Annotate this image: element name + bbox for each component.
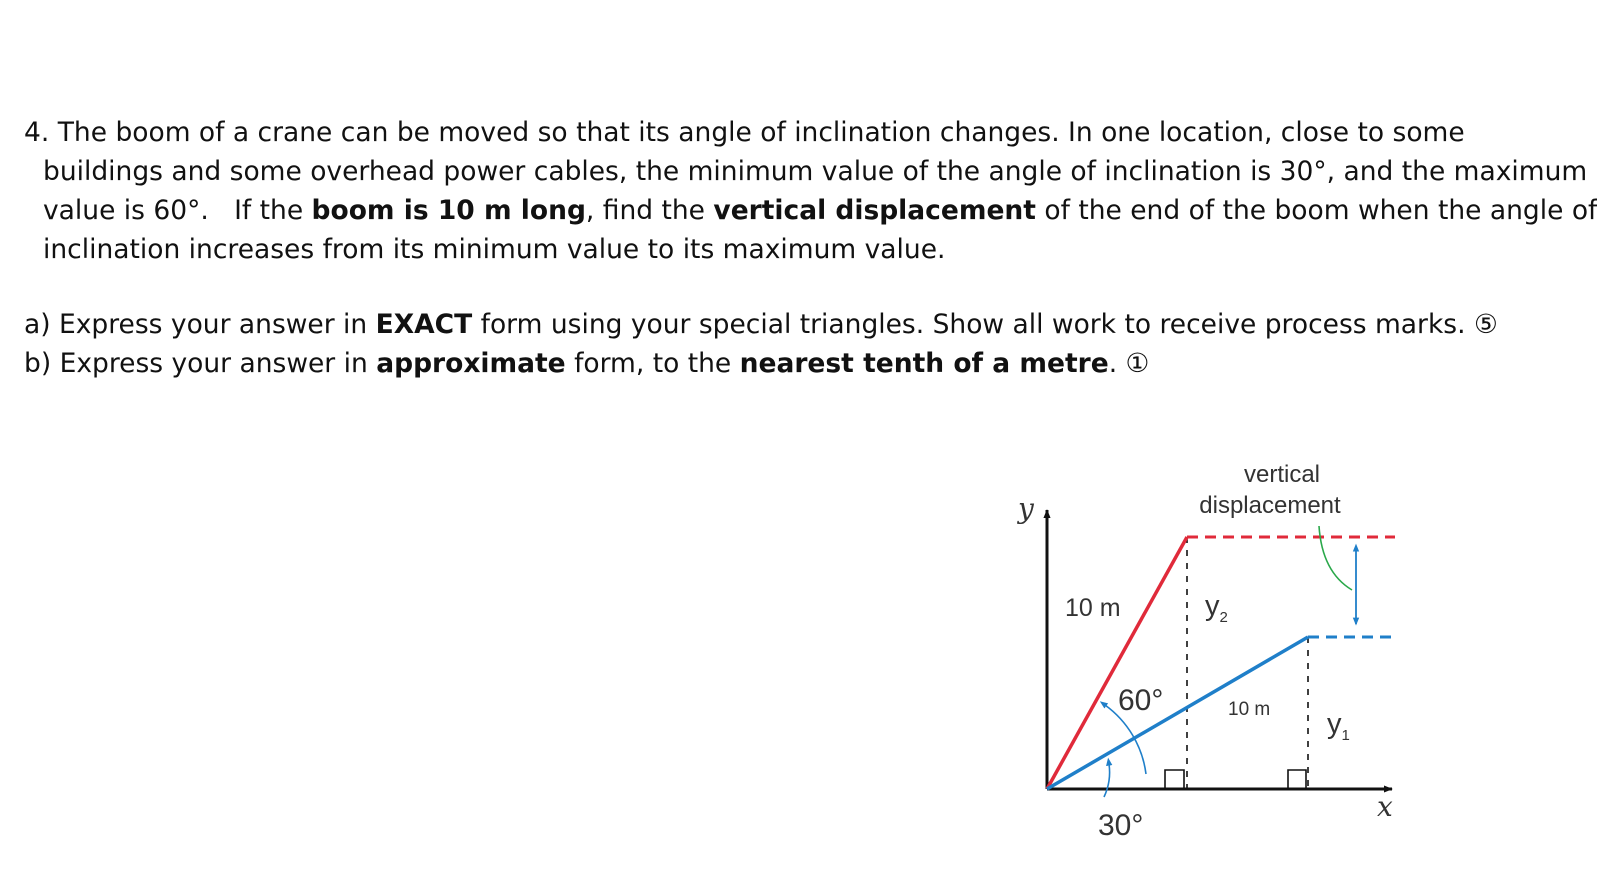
part-a-text-1: a) Express your answer in bbox=[24, 309, 376, 340]
angle-60-label: 60° bbox=[1118, 684, 1164, 717]
question-text-3c: , find the bbox=[585, 195, 714, 226]
lower-boom-length-label: 10 m bbox=[1228, 699, 1271, 720]
question-4 bbox=[24, 113, 1597, 269]
approximate-emphasis: approximate bbox=[376, 348, 566, 379]
upper-boom-length-label: 10 m bbox=[1065, 594, 1121, 622]
label-displacement: displacement bbox=[1199, 492, 1341, 519]
question-line-4: inclination increases from its minimum value to its maximum value. bbox=[43, 234, 946, 265]
crane-diagram-svg bbox=[1000, 450, 1410, 850]
part-b-text-5: . ① bbox=[1108, 348, 1150, 379]
question-number: 4. bbox=[24, 117, 50, 148]
question-text-3a: value is 60°. If the bbox=[43, 195, 312, 226]
part-b bbox=[24, 344, 1524, 383]
exact-emphasis: EXACT bbox=[375, 309, 473, 340]
part-b-text-1: b) Express your answer in bbox=[24, 348, 377, 379]
angle-30-arc bbox=[1104, 764, 1110, 797]
right-angle-marker-lower bbox=[1288, 770, 1306, 789]
part-b-text-3: form, to the bbox=[565, 348, 740, 379]
y1-label: $y_1$ bbox=[1327, 708, 1350, 744]
x-axis-label: x bbox=[1377, 790, 1393, 823]
right-angle-marker-upper bbox=[1165, 770, 1184, 789]
crane-diagram bbox=[1000, 450, 1410, 854]
question-text-3e: of the end of the boom when the angle of bbox=[1035, 195, 1597, 226]
question-line-3 bbox=[24, 191, 1597, 230]
question-text-1: The boom of a crane can be moved so that its angle of inclination changes. In one location, close to some bbox=[57, 117, 1465, 148]
y2-label: $y_2$ bbox=[1205, 590, 1228, 626]
part-a-text-3: form using your special triangles. Show all work to receive process marks. ⑤ bbox=[472, 309, 1498, 340]
part-a bbox=[24, 305, 1524, 344]
label-vertical: vertical bbox=[1243, 461, 1321, 488]
angle-30-label: 30° bbox=[1098, 809, 1144, 842]
question-line-1 bbox=[24, 113, 1524, 152]
vertical-displacement-emphasis: vertical displacement bbox=[713, 195, 1036, 226]
question-parts bbox=[24, 305, 1524, 383]
boom-length-emphasis: boom is 10 m long bbox=[311, 195, 586, 226]
question-line-2: buildings and some overhead power cables, the minimum value of the angle of inclination is 30°, and the maximum bbox=[43, 156, 1588, 187]
y-axis-label: y bbox=[1018, 492, 1034, 525]
nearest-tenth-emphasis: nearest tenth of a metre bbox=[739, 348, 1109, 379]
boom-max-inclination bbox=[1047, 537, 1187, 789]
